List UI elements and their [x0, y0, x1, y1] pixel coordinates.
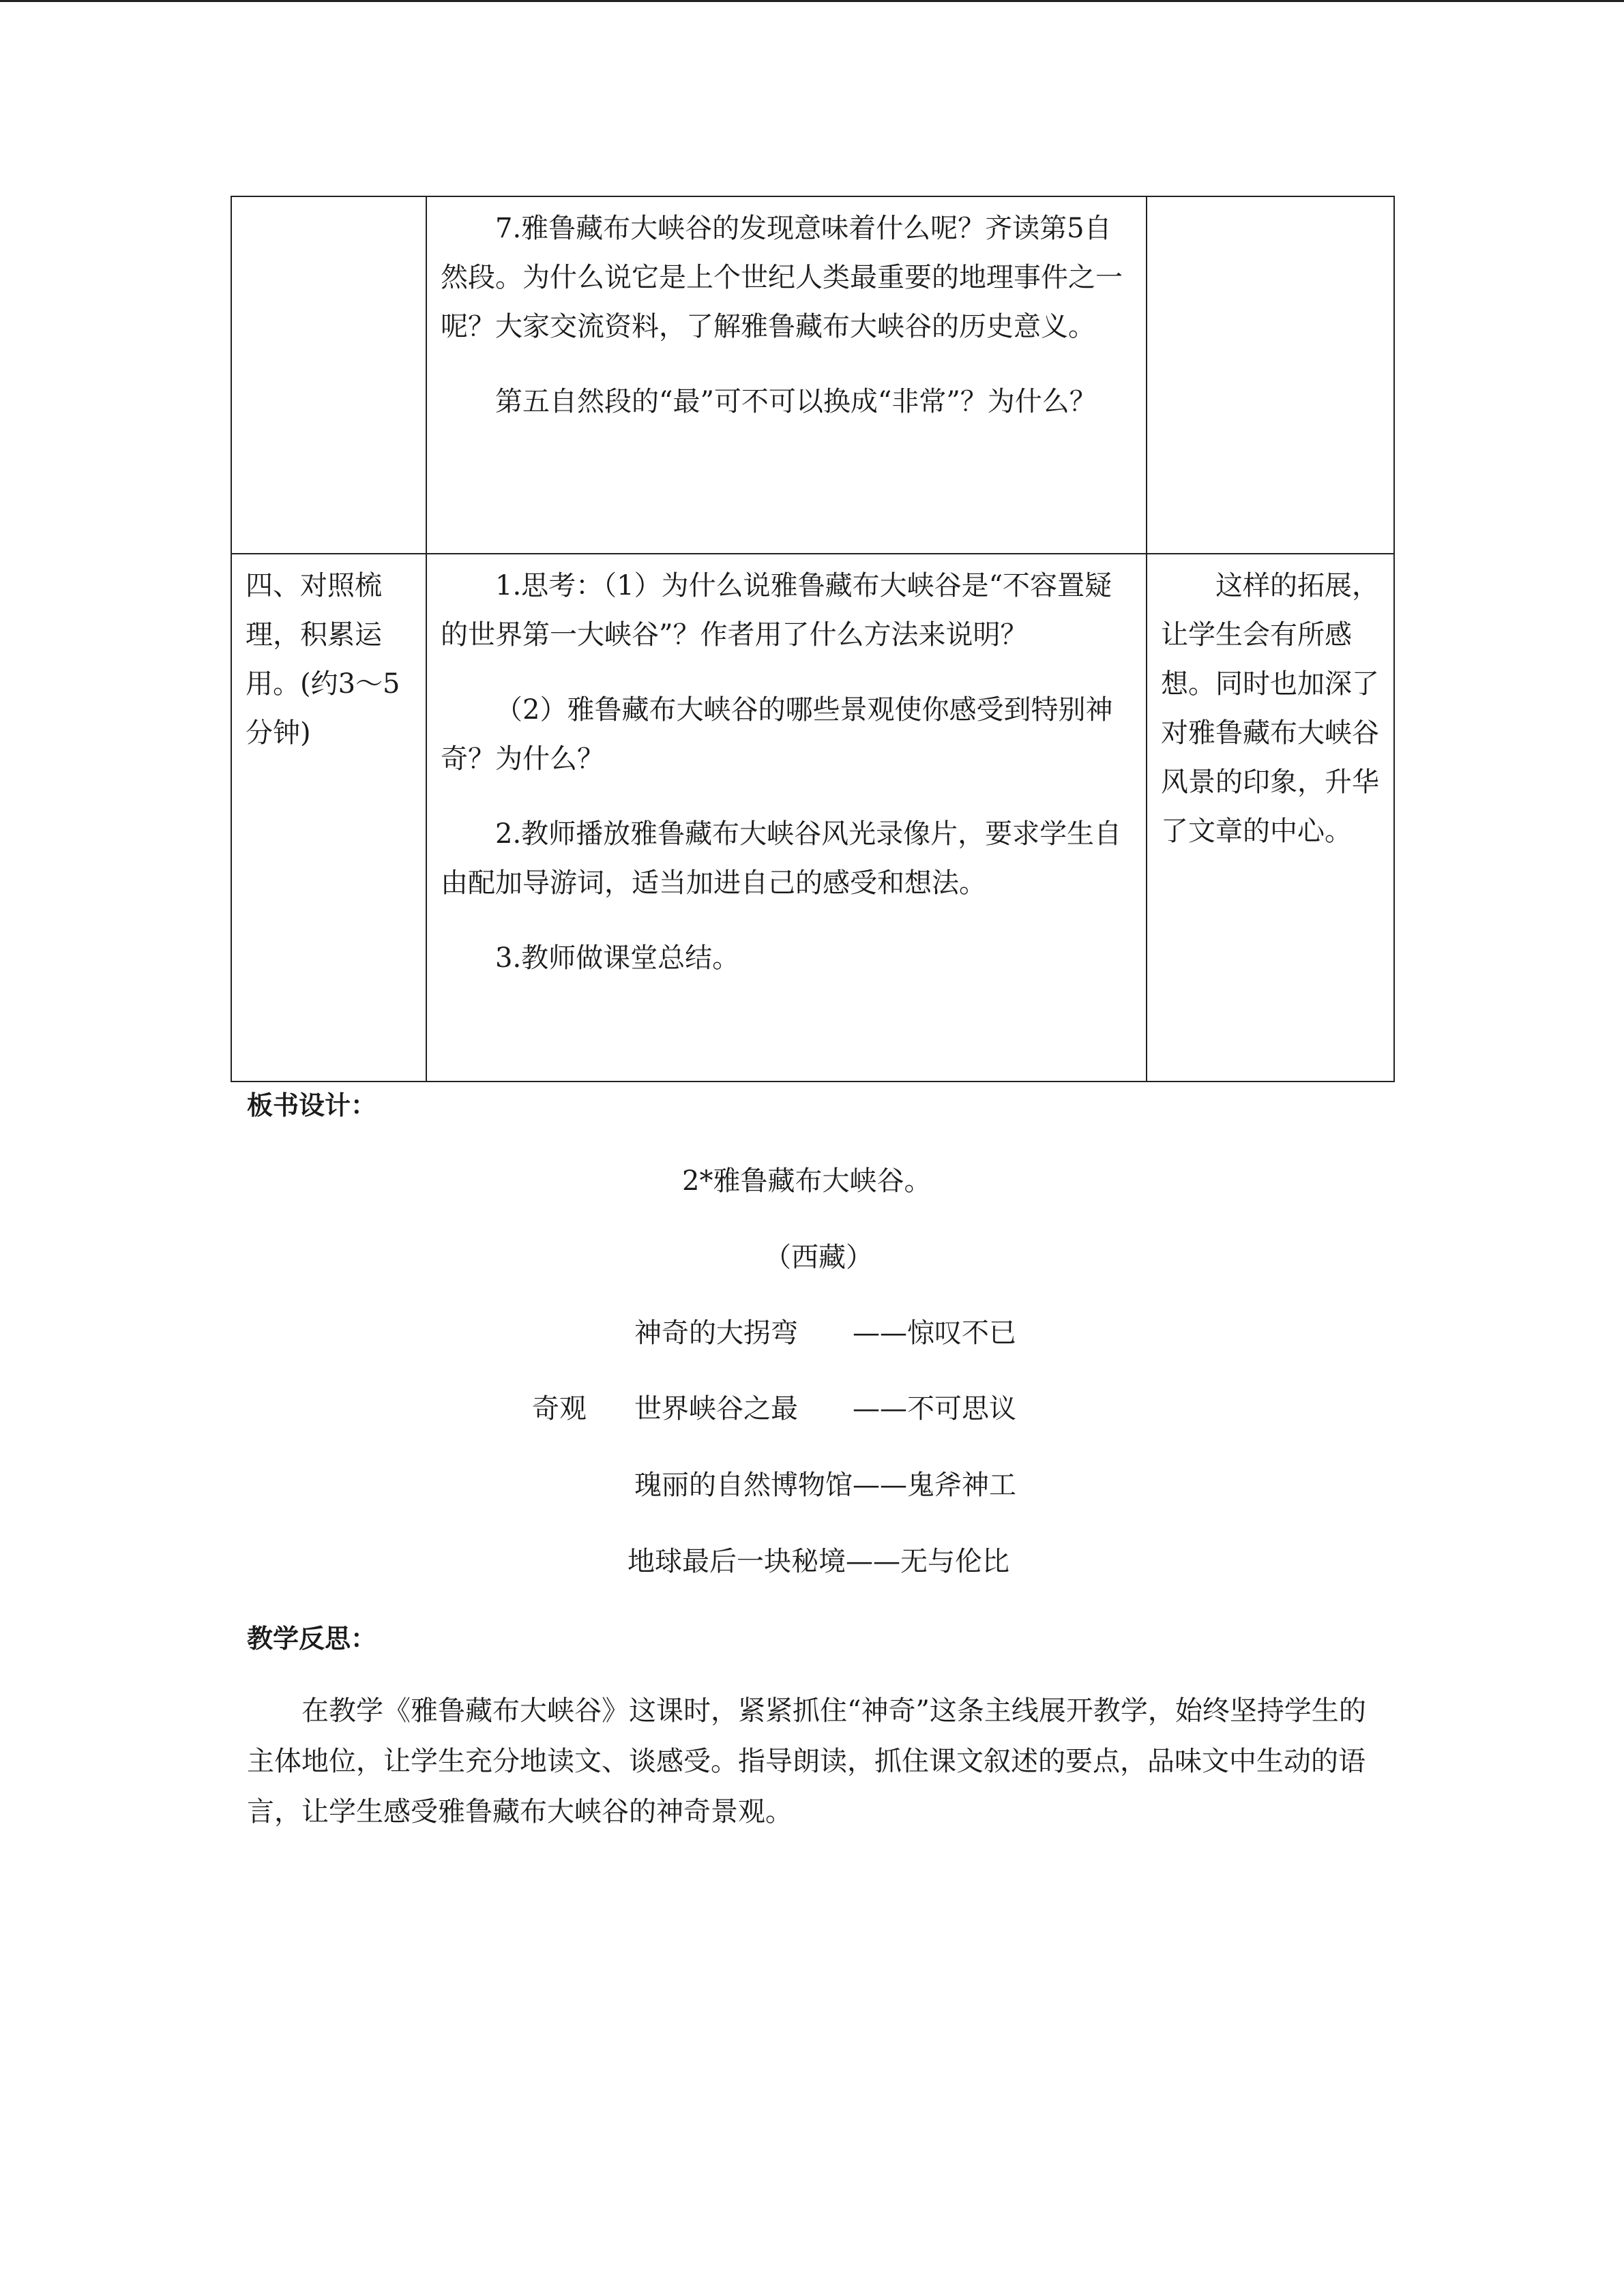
stage-cell	[231, 196, 426, 554]
activity-cell	[426, 554, 1147, 1082]
lesson-plan-table	[231, 196, 1395, 1082]
reflection-heading: 教学反思：	[247, 1624, 377, 1654]
activity-paragraph: （2）雅鲁藏布大峡谷的哪些景观使你感受到特别神奇？为什么？	[441, 694, 1113, 775]
board-title: 2*雅鲁藏布大峡谷。	[682, 1165, 932, 1197]
reflection-text: 在教学《雅鲁藏布大峡谷》这课时，紧紧抓住“神奇”这条主线展开教学，始终坚持学生的主体地位，让学生充分地读文、谈感受。指导朗读，抓住课文叙述的要点，品味文中生动的语言，让学生感受雅鲁藏布大峡谷的神奇景观。	[247, 1695, 1366, 1828]
board-line: 地球最后一块秘境——无与伦比	[628, 1546, 1009, 1577]
page-top-border	[0, 0, 1624, 2]
activity-paragraph: 3.教师做课堂总结。	[495, 942, 740, 974]
table-row	[231, 554, 1394, 1082]
board-side-label: 奇观	[532, 1393, 587, 1425]
activity-paragraph: 7.雅鲁藏布大峡谷的发现意味着什么呢？齐读第5自然段。为什么说它是上个世纪人类最重要的地理事件之一呢？大家交流资料，了解雅鲁藏布大峡谷的历史意义。	[441, 213, 1123, 342]
activity-paragraph: 2.教师播放雅鲁藏布大峡谷风光录像片，要求学生自由配加导游词，适当加进自己的感受和想法。	[441, 818, 1122, 899]
table-row	[231, 196, 1394, 554]
note-text: 这样的拓展，让学生会有所感想。同时也加深了对雅鲁藏布大峡谷风景的印象，升华了文章的中心。	[1161, 570, 1379, 847]
activity-paragraph: 第五自然段的“最”可不可以换成“非常”？为什么？	[495, 386, 1097, 417]
board-design-heading: 板书设计：	[247, 1090, 377, 1120]
note-cell	[1147, 196, 1394, 554]
board-line: 瑰丽的自然博物馆——鬼斧神工	[634, 1470, 1016, 1501]
stage-cell	[231, 554, 426, 1082]
activity-cell	[426, 196, 1147, 554]
board-line: 世界峡谷之最 ——不可思议	[634, 1393, 1016, 1425]
board-line: 神奇的大拐弯 ——惊叹不已	[634, 1317, 1016, 1349]
stage-text: 四、对照梳理，积累运用。(约3～5分钟)	[246, 570, 400, 749]
note-cell	[1147, 554, 1394, 1082]
activity-paragraph: 1.思考：（1）为什么说雅鲁藏布大峡谷是“不容置疑的世界第一大峡谷”？作者用了什么方法来说明？	[441, 570, 1112, 651]
board-subtitle: （西藏）	[764, 1242, 873, 1273]
